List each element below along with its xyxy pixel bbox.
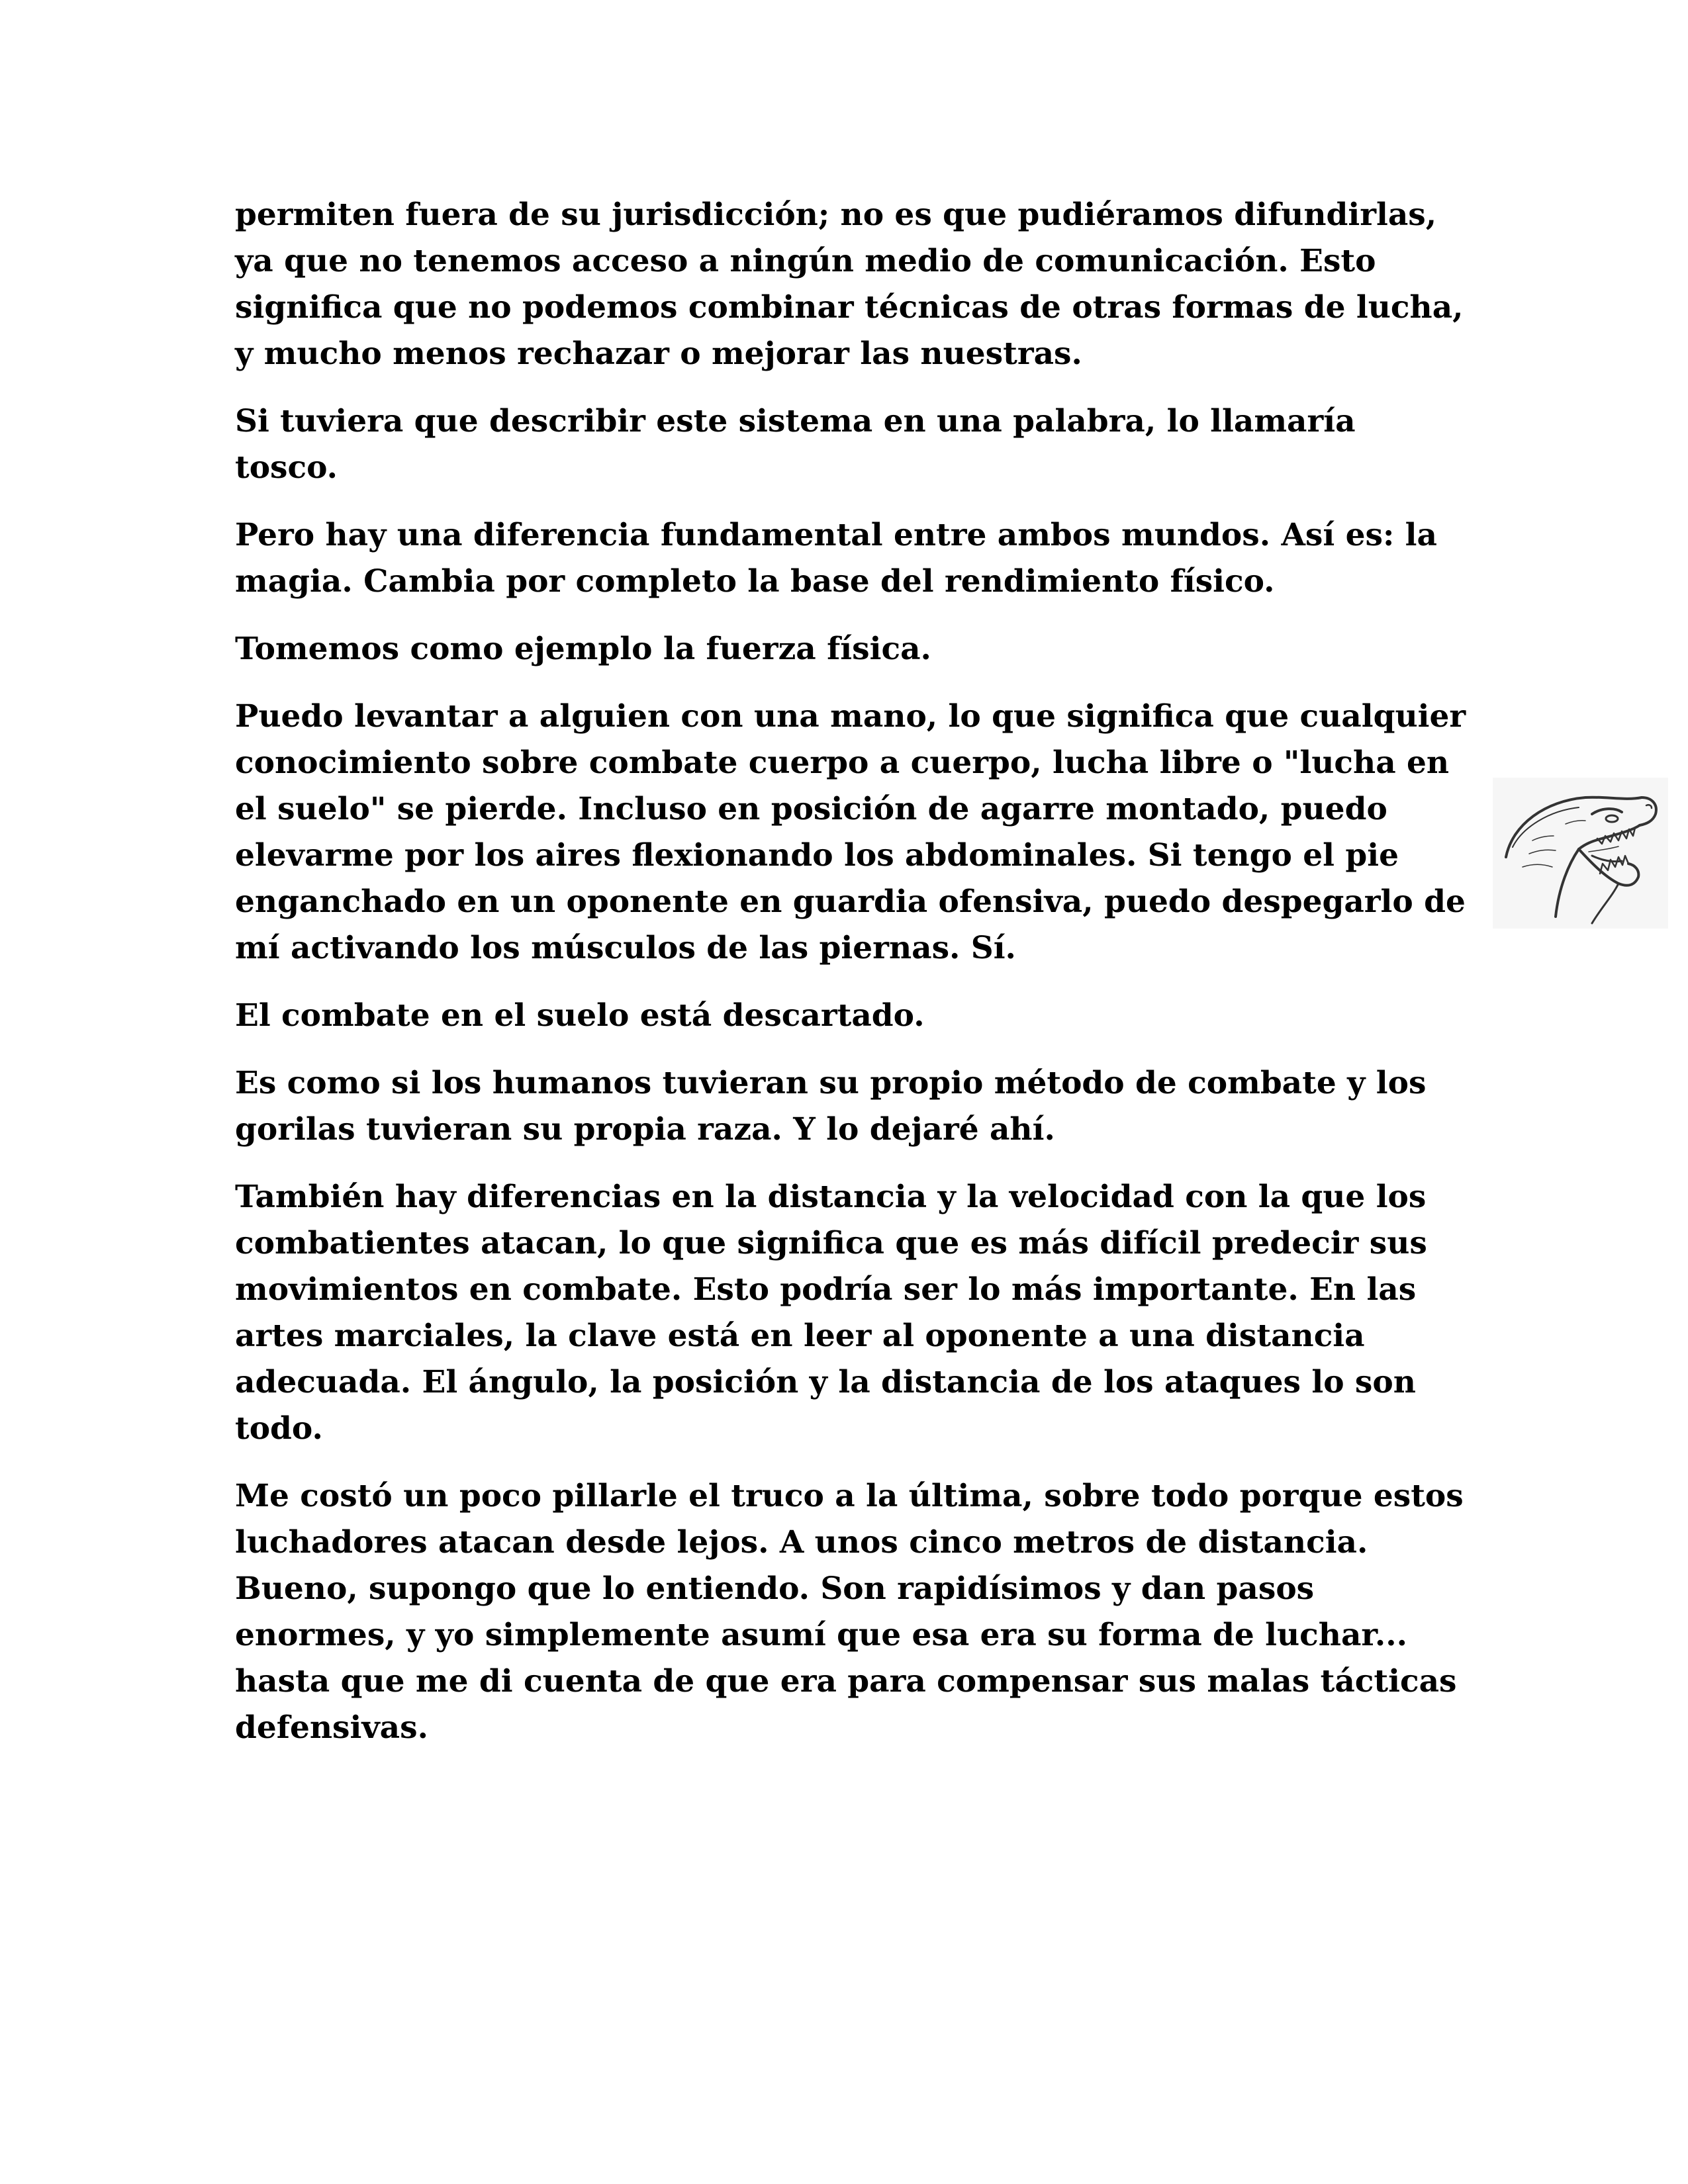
- paragraph-2: Si tuviera que describir este sistema en una palabra, lo llamaría tosco.: [235, 403, 1356, 486]
- body-text: [235, 192, 1466, 1772]
- paragraph-5: Puedo levantar a alguien con una mano, lo que significa que cualquier conocimiento sobre combate cuerpo a cuerpo, lucha libre o "lucha en el suelo" se pierde. Incluso en posición de agarre montado, puedo elevarme por los aires flexionando los abdominales. Si tengo el pie enganchado en un oponente en guardia ofensiva, puedo despegarlo de mí activando los músculos de las piernas. Sí.: [235, 698, 1466, 966]
- paragraph-4: Tomemos como ejemplo la fuerza física.: [235, 631, 931, 667]
- paragraph-6: El combate en el suelo está descartado.: [235, 997, 925, 1034]
- paragraph-7: Es como si los humanos tuvieran su propio método de combate y los gorilas tuvieran su propia raza. Y lo dejaré ahí.: [235, 1065, 1427, 1148]
- paragraph-8: También hay diferencias en la distancia y la velocidad con la que los combatientes atacan, lo que significa que es más difícil predecir sus movimientos en combate. Esto podría ser lo más importante. En las artes marciales, la clave está en leer al oponente a una distancia adecuada. El ángulo, la posición y la distancia de los ataques lo son todo.: [235, 1179, 1427, 1447]
- paragraph-9: Me costó un poco pillarle el truco a la última, sobre todo porque estos luchadores atacan desde lejos. A unos cinco metros de distancia. Bueno, supongo que lo entiendo. Son rapidísimos y dan pasos enormes, y yo simplemente asumí que esa era su forma de luchar... hasta que me di cuenta de que era para compensar sus malas tácticas defensivas.: [235, 1478, 1464, 1746]
- paragraph-1: permiten fuera de su jurisdicción; no es que pudiéramos difundirlas, ya que no tenemos acceso a ningún medio de comunicación. Esto significa que no podemos combinar técnicas de otras formas de lucha, y mucho menos rechazar o mejorar las nuestras.: [235, 197, 1464, 372]
- dinosaur-head-sketch-icon: [1493, 778, 1668, 929]
- paragraph-3: Pero hay una diferencia fundamental entre ambos mundos. Así es: la magia. Cambia por completo la base del rendimiento físico.: [235, 517, 1437, 600]
